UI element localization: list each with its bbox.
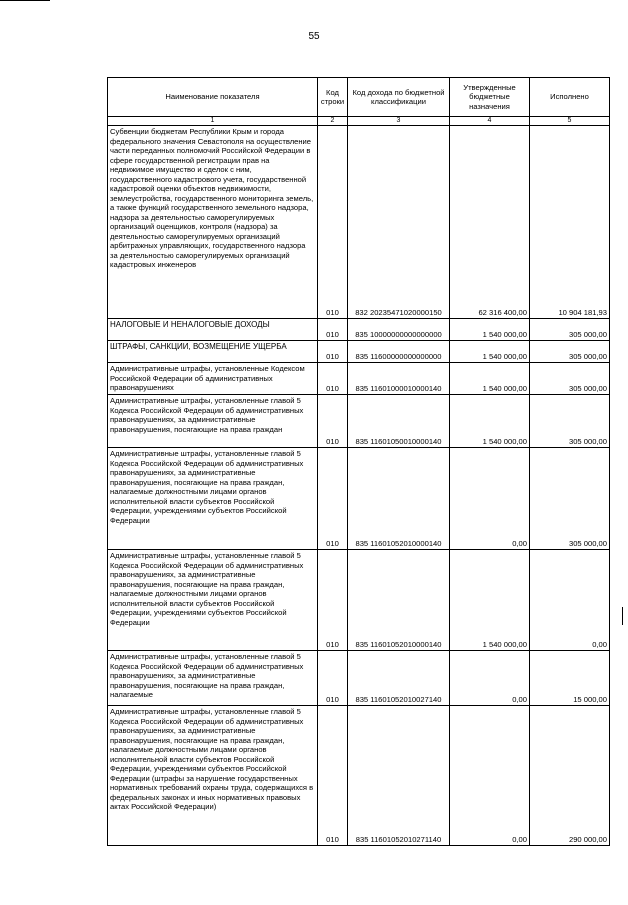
budget-execution-table (107, 77, 610, 846)
row-plan: 1 540 000,00 (450, 319, 530, 341)
table-row (108, 319, 610, 341)
row-kbk: 835 10000000000000000 (348, 319, 450, 341)
row-name: Административные штрафы, установленные главой 5 Кодекса Российской Федерации об административных правонарушениях, за административные правонарушения, посягающие на права граждан, налагаемые (108, 651, 318, 706)
column-number: 4 (450, 117, 530, 126)
page-number: 55 (308, 31, 320, 42)
row-code: 010 (318, 363, 348, 395)
row-name: НАЛОГОВЫЕ И НЕНАЛОГОВЫЕ ДОХОДЫ (108, 319, 318, 341)
row-name: Субвенции бюджетам Республики Крым и города федерального значения Севастополя на осуществление части переданных полномочий Российской Федерации в сфере государственной регистрации прав на недвижимое имущество и сделок с ним, государственного кадастрового учета, государственной кадастровой оценки объектов недвижимости, землеустройства, государственного мониторинга земель, а также функций государственного земельного надзора, надзора за деятельностью саморегулируемых организаций оценщиков, контроля (надзора) за деятельностью саморегулируемых организаций арбитражных управляющих, государственного надзора за деятельностью саморегулируемых организаций кадастровых инженеров (108, 126, 318, 319)
row-done: 305 000,00 (530, 395, 610, 448)
row-plan: 1 540 000,00 (450, 363, 530, 395)
scan-edge-rule (0, 0, 50, 1)
column-number-row (108, 117, 610, 126)
row-code: 010 (318, 395, 348, 448)
row-kbk: 835 11600000000000000 (348, 341, 450, 363)
row-plan: 1 540 000,00 (450, 395, 530, 448)
row-kbk: 835 11601000010000140 (348, 363, 450, 395)
header-done: Исполнено (530, 78, 610, 117)
row-code: 010 (318, 706, 348, 846)
table-row (108, 550, 610, 651)
table-row (108, 395, 610, 448)
table-row (108, 341, 610, 363)
row-name: Административные штрафы, установленные главой 5 Кодекса Российской Федерации об административных правонарушениях, за административные правонарушения, посягающие на права граждан (108, 395, 318, 448)
row-done: 305 000,00 (530, 319, 610, 341)
table-row (108, 363, 610, 395)
table-row (108, 126, 610, 319)
row-done: 15 000,00 (530, 651, 610, 706)
row-kbk: 835 11601052010027140 (348, 651, 450, 706)
row-kbk: 835 11601052010000140 (348, 448, 450, 550)
table-row (108, 651, 610, 706)
header-kbk: Код дохода по бюджетной классификации (348, 78, 450, 117)
row-kbk: 835 11601052010000140 (348, 550, 450, 651)
row-plan: 0,00 (450, 651, 530, 706)
row-plan: 0,00 (450, 448, 530, 550)
column-number: 5 (530, 117, 610, 126)
row-done: 290 000,00 (530, 706, 610, 846)
row-name: Административные штрафы, установленные главой 5 Кодекса Российской Федерации об административных правонарушениях, за административные правонарушения, посягающие на права граждан, налагаемые должностными лицами органов исполнительной власти субъектов Российской Федерации, учреждениями субъектов Российской Федерации (108, 448, 318, 550)
column-number: 1 (108, 117, 318, 126)
table-header-row (108, 78, 610, 117)
row-name: Административные штрафы, установленные главой 5 Кодекса Российской Федерации об административных правонарушениях, за административные правонарушения, посягающие на права граждан, налагаемые должностными лицами органов исполнительной власти субъектов Российской Федерации, учреждениями субъектов Российской Федерации (штрафы за нарушение государственных нормативных требований охраны труда, содержащихся в федеральных законах и иных нормативных правовых актах Российской Федерации) (108, 706, 318, 846)
header-plan: Утвержденные бюджетные назначения (450, 78, 530, 117)
row-code: 010 (318, 126, 348, 319)
row-kbk: 832 20235471020000150 (348, 126, 450, 319)
row-name: ШТРАФЫ, САНКЦИИ, ВОЗМЕЩЕНИЕ УЩЕРБА (108, 341, 318, 363)
column-number: 2 (318, 117, 348, 126)
column-number: 3 (348, 117, 450, 126)
row-done: 305 000,00 (530, 448, 610, 550)
row-plan: 1 540 000,00 (450, 341, 530, 363)
row-plan: 62 316 400,00 (450, 126, 530, 319)
row-code: 010 (318, 319, 348, 341)
row-kbk: 835 11601052010271140 (348, 706, 450, 846)
table-row (108, 448, 610, 550)
row-code: 010 (318, 341, 348, 363)
row-done: 10 904 181,93 (530, 126, 610, 319)
row-kbk: 835 11601050010000140 (348, 395, 450, 448)
scan-margin-mark (622, 607, 623, 625)
row-code: 010 (318, 550, 348, 651)
header-code: Код строки (318, 78, 348, 117)
row-name: Административные штрафы, установленные главой 5 Кодекса Российской Федерации об административных правонарушениях, за административные правонарушения, посягающие на права граждан, налагаемые должностными лицами органов исполнительной власти субъектов Российской Федерации, учреждениями субъектов Российской Федерации (108, 550, 318, 651)
row-plan: 0,00 (450, 706, 530, 846)
row-done: 305 000,00 (530, 341, 610, 363)
row-done: 305 000,00 (530, 363, 610, 395)
table-row (108, 706, 610, 846)
row-name: Административные штрафы, установленные Кодексом Российской Федерации об административных правонарушениях (108, 363, 318, 395)
header-name: Наименование показателя (108, 78, 318, 117)
row-plan: 1 540 000,00 (450, 550, 530, 651)
row-code: 010 (318, 448, 348, 550)
row-done: 0,00 (530, 550, 610, 651)
row-code: 010 (318, 651, 348, 706)
